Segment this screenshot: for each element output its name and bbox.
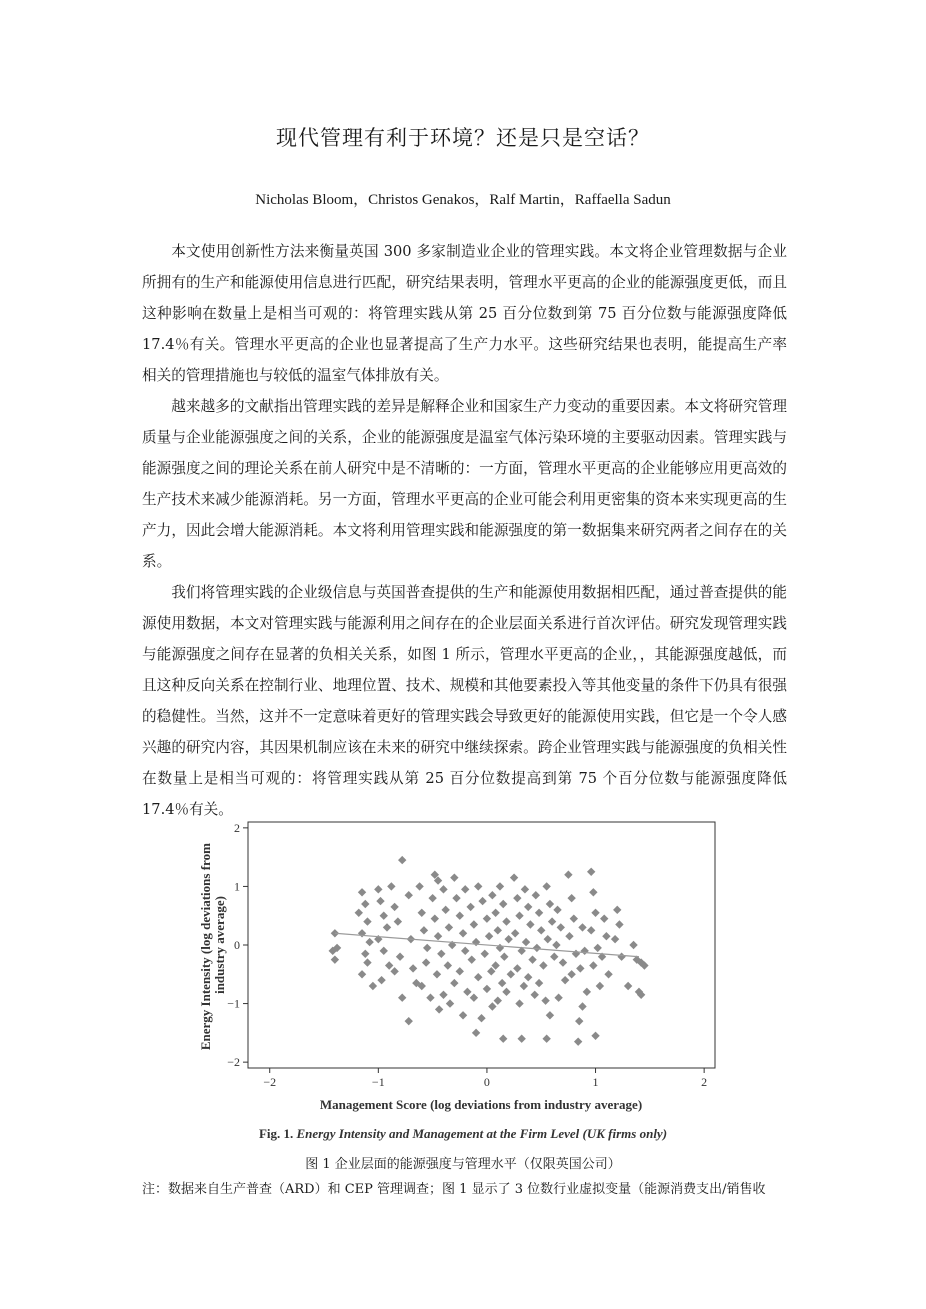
x-tick-label: 1: [592, 1075, 599, 1089]
scatter-point: [466, 903, 474, 911]
scatter-point: [617, 953, 625, 961]
scatter-point: [554, 994, 562, 1002]
paper-title: 现代管理有利于环境？还是只是空话？: [276, 126, 650, 150]
scatter-point: [439, 991, 447, 999]
scatter-point: [361, 950, 369, 958]
scatter-point: [470, 994, 478, 1002]
scatter-point: [600, 914, 608, 922]
scatter-point: [365, 938, 373, 946]
scatter-point: [456, 967, 464, 975]
paragraph-2: 越来越多的文献指出管理实践的差异是解释企业和国家生产力变动的重要因素。本文将研究管理质量与企业能源强度之间的关系，企业的能源强度是温室气体污染环境的主要驱动因素。管理实践与能源强度之间的理论关系在前人研究中是不清晰的：一方面，管理水平更高的企业能够应用更高效的生产技术来减少能源消耗。另一方面，管理水平更高的企业可能会利用更密集的资本来实现更高的生产力，因此会增大能源消耗。本文将利用管理实践和能源强度的第一数据集来研究两者之间存在的关系。: [142, 398, 787, 570]
figure-note: 注：数据来自生产普查（ARD）和 CEP 管理调查；图 1 显示了 3 位数行业虚拟变量（能源消费支出/销售收: [142, 1182, 766, 1197]
scatter-point: [526, 920, 534, 928]
scatter-point: [535, 909, 543, 917]
scatter-point: [615, 920, 623, 928]
scatter-point: [439, 885, 447, 893]
scatter-point: [546, 1011, 554, 1019]
scatter-point: [361, 900, 369, 908]
scatter-point: [513, 964, 521, 972]
scatter-point: [422, 958, 430, 966]
scatter-point: [542, 1035, 550, 1043]
scatter-point: [583, 988, 591, 996]
scatter-point: [591, 1032, 599, 1040]
scatter-point: [494, 926, 502, 934]
scatter-point: [542, 882, 550, 890]
scatter-point: [613, 906, 621, 914]
scatter-point: [437, 950, 445, 958]
scatter-point: [572, 950, 580, 958]
scatter-point: [435, 1005, 443, 1013]
scatter-point: [557, 923, 565, 931]
scatter-point: [483, 914, 491, 922]
scatter-point: [604, 970, 612, 978]
scatter-point: [578, 923, 586, 931]
scatter-point: [587, 868, 595, 876]
scatter-point: [461, 947, 469, 955]
figure-1: [190, 812, 730, 1124]
figure-caption-en: [0, 1126, 926, 1142]
scatter-point: [596, 982, 604, 990]
scatter-point: [567, 894, 575, 902]
scatter-point: [517, 1035, 525, 1043]
scatter-point: [358, 888, 366, 896]
scatter-point: [474, 973, 482, 981]
scatter-point: [472, 938, 480, 946]
scatter-point: [380, 947, 388, 955]
scatter-point: [478, 897, 486, 905]
scatter-point: [565, 932, 573, 940]
scatter-point: [531, 991, 539, 999]
scatter-point: [394, 917, 402, 925]
scatter-point: [441, 906, 449, 914]
scatter-point: [629, 941, 637, 949]
scatter-point: [524, 973, 532, 981]
scatter-point: [472, 1029, 480, 1037]
scatter-point: [499, 1035, 507, 1043]
scatter-point: [537, 926, 545, 934]
y-axis-label: [198, 840, 227, 1050]
scatter-point: [594, 944, 602, 952]
scatter-point: [504, 935, 512, 943]
y-axis-label-line-1: Energy Intensity (log deviations from: [198, 843, 213, 1051]
scatter-point: [524, 903, 532, 911]
scatter-point: [488, 891, 496, 899]
scatter-point: [552, 941, 560, 949]
scatter-chart: [190, 812, 730, 1124]
scatter-point: [369, 982, 377, 990]
scatter-point: [574, 1037, 582, 1045]
scatter-point: [576, 964, 584, 972]
scatter-point: [377, 976, 385, 984]
scatter-point: [433, 970, 441, 978]
scatter-point: [520, 982, 528, 990]
scatter-point: [405, 1017, 413, 1025]
y-tick-label: −1: [227, 996, 240, 1011]
scatter-point: [474, 882, 482, 890]
scatter-point: [431, 914, 439, 922]
scatter-point: [390, 903, 398, 911]
scatter-point: [387, 882, 395, 890]
scatter-point: [570, 914, 578, 922]
scatter-point: [502, 988, 510, 996]
scatter-point: [363, 917, 371, 925]
scatter-point: [470, 920, 478, 928]
y-tick-label: 0: [234, 938, 240, 952]
scatter-point: [358, 929, 366, 937]
scatter-point: [420, 926, 428, 934]
scatter-point: [481, 950, 489, 958]
scatter-point: [423, 944, 431, 952]
scatter-point: [376, 897, 384, 905]
scatter-point: [515, 999, 523, 1007]
scatter-point: [385, 961, 393, 969]
scatter-point: [559, 958, 567, 966]
paragraph-3: 我们将管理实践的企业级信息与英国普查提供的生产和能源使用数据相匹配，通过普查提供的能源使用数据，本文对管理实践与能源利用之间存在的企业层面关系进行首次评估。研究发现管理实践与能源强度之间存在显著的负相关关系，如图 1 所示，管理水平更高的企业，，其能源强度越低，而且这种反向关系在控制行业、地理位置、技术、规模和其他要素投入等其他变量的条件下仍具有很强的稳健性。当然，这并不一定意味着更好的管理实践会导致更好的能源使用实践，但它是一个令人感兴趣的研究内容，其因果机制应该在未来的研究中继续探索。跨企业管理实践与能源强度的负相关性在数量上是相当可观的：将管理实践从第 25 百分位数提高到第 75 个百分位数与能源强度降低 17.4％有关。: [142, 584, 787, 818]
scatter-point: [415, 882, 423, 890]
scatter-point: [528, 955, 536, 963]
scatter-point: [459, 929, 467, 937]
scatter-point: [515, 912, 523, 920]
article-body: [142, 236, 787, 825]
scatter-point: [398, 994, 406, 1002]
scatter-point: [550, 953, 558, 961]
scatter-point: [459, 1011, 467, 1019]
scatter-point: [498, 979, 506, 987]
scatter-point: [521, 885, 529, 893]
x-axis-label: Management Score (log deviations from industry average): [319, 1097, 643, 1112]
scatter-point: [502, 917, 510, 925]
scatter-point: [380, 912, 388, 920]
scatter-point: [390, 967, 398, 975]
y-tick-label: 2: [234, 820, 240, 835]
scatter-point: [487, 967, 495, 975]
scatter-point: [463, 988, 471, 996]
figure-caption-en-suffix: (UK firms only): [582, 1126, 668, 1141]
scatter-point: [450, 979, 458, 987]
scatter-point: [532, 891, 540, 899]
figure-caption-en-prefix: Fig. 1.: [258, 1126, 294, 1141]
scatter-point: [575, 1017, 583, 1025]
scatter-point: [533, 944, 541, 952]
scatter-point: [483, 985, 491, 993]
scatter-point: [398, 856, 406, 864]
x-tick-label: 0: [483, 1075, 490, 1089]
scatter-point: [452, 894, 460, 902]
scatter-point: [488, 1002, 496, 1010]
scatter-point: [477, 1014, 485, 1022]
x-tick-label: −2: [263, 1075, 277, 1089]
figure-caption-en-title: Energy Intensity and Management at the Firm Level: [296, 1126, 580, 1141]
scatter-point: [507, 970, 515, 978]
scatter-point: [355, 909, 363, 917]
scatter-point: [491, 961, 499, 969]
scatter-point: [511, 929, 519, 937]
scatter-point: [553, 906, 561, 914]
scatter-point: [580, 947, 588, 955]
scatter-point: [434, 932, 442, 940]
scatter-point: [418, 909, 426, 917]
scatter-point: [485, 932, 493, 940]
scatter-point: [510, 873, 518, 881]
scatter-point: [513, 894, 521, 902]
scatter-point: [535, 979, 543, 987]
scatter-point: [444, 961, 452, 969]
scatter-point: [624, 982, 632, 990]
scatter-point: [578, 1002, 586, 1010]
scatter-point: [500, 953, 508, 961]
scatter-point: [374, 885, 382, 893]
scatter-point: [499, 900, 507, 908]
scatter-point: [396, 953, 404, 961]
scatter-point: [494, 996, 502, 1004]
scatter-point: [446, 999, 454, 1007]
scatter-point: [567, 970, 575, 978]
scatter-point: [405, 891, 413, 899]
scatter-point: [496, 882, 504, 890]
scatter-point: [589, 961, 597, 969]
scatter-point: [539, 961, 547, 969]
scatter-point: [491, 909, 499, 917]
y-axis-label-line-2: industry average): [212, 896, 227, 994]
scatter-point: [589, 888, 597, 896]
scatter-point: [383, 923, 391, 931]
scatter-point: [611, 935, 619, 943]
scatter-point: [426, 994, 434, 1002]
scatter-point: [564, 871, 572, 879]
scatter-point: [591, 909, 599, 917]
scatter-point: [522, 938, 530, 946]
scatter-point: [541, 996, 549, 1004]
scatter-point: [358, 970, 366, 978]
scatter-point: [363, 958, 371, 966]
x-tick-label: −1: [371, 1075, 385, 1089]
scatter-point: [587, 926, 595, 934]
scatter-point: [450, 873, 458, 881]
scatter-point: [461, 885, 469, 893]
scatter-point: [445, 923, 453, 931]
scatter-point: [602, 932, 610, 940]
scatter-point: [468, 955, 476, 963]
figure-caption-cn: 图 1 企业层面的能源强度与管理水平（仅限英国公司）: [305, 1157, 621, 1172]
scatter-point: [544, 935, 552, 943]
scatter-point: [456, 912, 464, 920]
paper-authors: Nicholas Bloom，Christos Genakos，Ralf Martin，Raffaella Sadun: [255, 192, 671, 208]
scatter-point: [546, 900, 554, 908]
scatter-point: [496, 944, 504, 952]
y-tick-label: 1: [234, 879, 240, 894]
scatter-point: [331, 955, 339, 963]
scatter-point: [409, 964, 417, 972]
x-tick-label: 2: [701, 1075, 708, 1089]
scatter-point: [428, 894, 436, 902]
y-tick-label: −2: [227, 1055, 240, 1070]
scatter-point: [548, 917, 556, 925]
paragraph-1: 本文使用创新性方法来衡量英国 300 多家制造业企业的管理实践。本文将企业管理数据与企业所拥有的生产和能源使用信息进行匹配，研究结果表明，管理水平更高的企业的能源强度更低，而且这种影响在数量上是相当可观的：将管理实践从第 25 百分位数到第 75 百分位数与能源强度降低 17.4％有关。管理水平更高的企业也显著提高了生产力水平。这些研究结果也表明，能提高生产率相关的管理措施也与较低的温室气体排放有关。: [142, 243, 787, 384]
scatter-point: [561, 976, 569, 984]
